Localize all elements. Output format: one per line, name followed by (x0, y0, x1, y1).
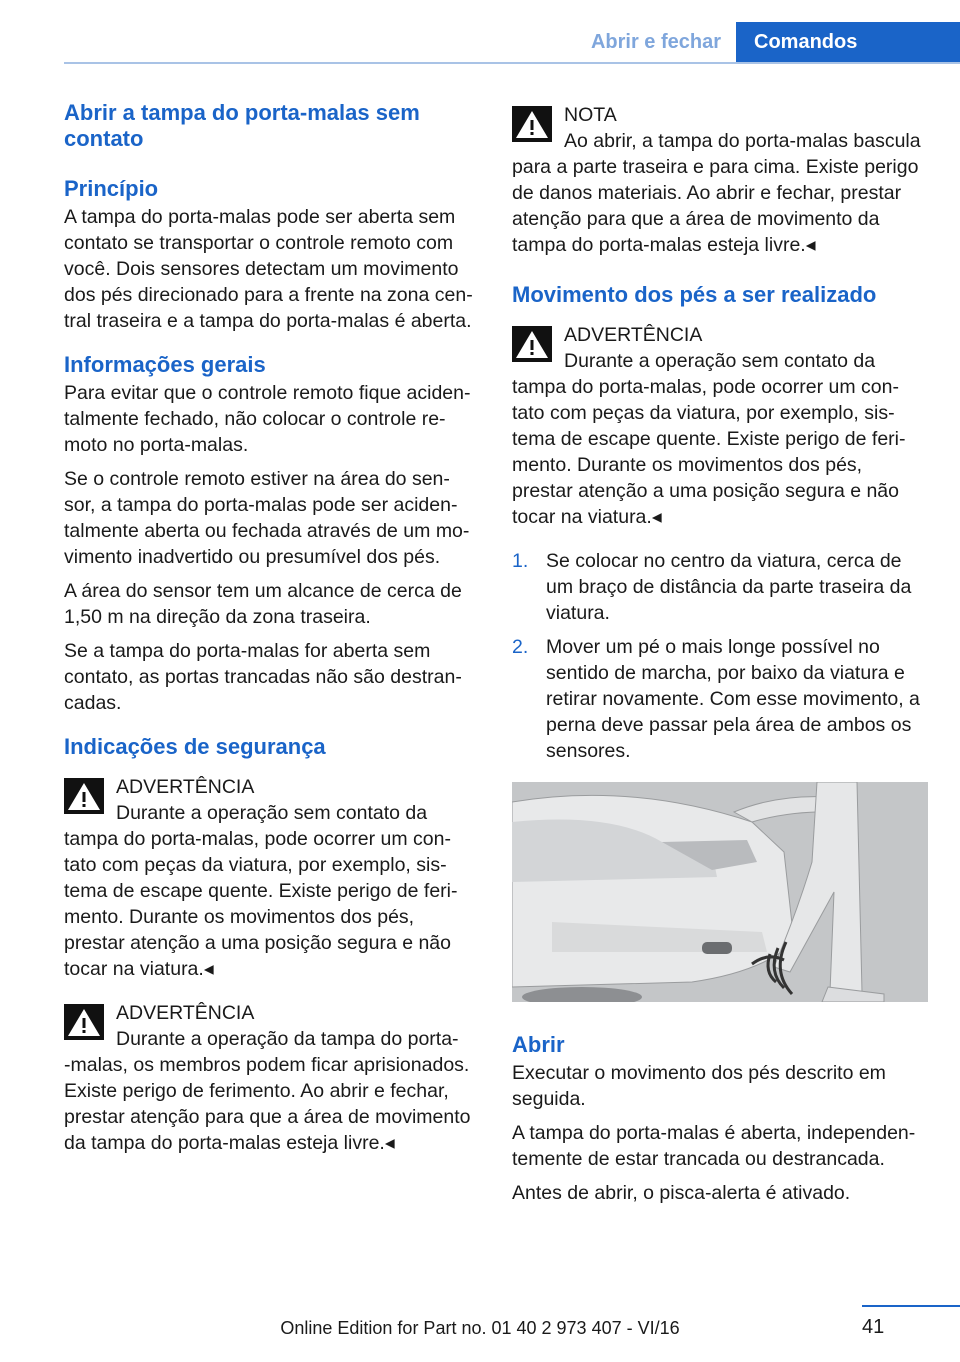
info-paragraph-3: A área do sensor tem um alcance de cerca de 1,50 m na direção da zona traseira. (64, 580, 462, 628)
warning-text: tampa do porta-malas, pode ocorrer um con- tato com peças da viatura, por exemplo, sis- tema de escape quente. Existe perigo de feri- mento. Durante os movimentos dos pés, prestar atenção a uma posição segura e não tocar na viatura.◂ (64, 828, 458, 980)
warning-triangle-icon (512, 326, 552, 362)
heading-abrir: Abrir (512, 1032, 565, 1057)
steps-list (512, 548, 928, 764)
section-title: Abrir a tampa do porta-malas sem contato (64, 100, 420, 151)
abrir-paragraph-1: Executar o movimento dos pés descrito em seguida. (512, 1062, 886, 1110)
abrir-paragraph-3: Antes de abrir, o pisca-alerta é ativado. (512, 1182, 851, 1204)
warning-triangle-icon (64, 778, 104, 814)
step-number: 1. (512, 550, 529, 572)
warning-first-line: Durante a operação da tampa do porta- (116, 1028, 459, 1050)
warning-block (512, 322, 928, 530)
warning-title: ADVERTÊNCIA (116, 1002, 255, 1024)
list-item (512, 634, 928, 764)
warning-title: ADVERTÊNCIA (564, 324, 703, 346)
left-column (64, 100, 480, 1156)
heading-informacoes-gerais: Informações gerais (64, 352, 266, 377)
warning-triangle-icon (64, 1004, 104, 1040)
abrir-paragraph-2: A tampa do porta-malas é aberta, independen- temente de estar trancada ou destrancada. (512, 1122, 916, 1170)
warning-block (64, 774, 480, 982)
header-rule (64, 62, 960, 64)
heading-indicacoes-seguranca: Indicações de segurança (64, 734, 326, 759)
note-block (512, 102, 928, 258)
step-text: Mover um pé o mais longe possível no sentido de marcha, por baixo da viatura e retirar novamente. Com esse movimento, a perna deve passar pela área de ambos os sensores. (546, 636, 920, 762)
footer-rule (862, 1305, 960, 1307)
step-text: Se colocar no centro da viatura, cerca de um braço de distância da parte traseira da viatura. (546, 550, 912, 624)
list-item (512, 548, 928, 626)
note-text: para a parte traseira e para cima. Existe perigo de danos materiais. Ao abrir e fechar, prestar atenção para que a área de movimento da tampa do porta-malas esteja livre.◂ (512, 156, 919, 256)
illustration-drawing (512, 782, 928, 1002)
warning-text: -malas, os membros podem ficar aprisionados. Existe perigo de ferimento. Ao abrir e fechar, prestar atenção para que a área de movimento da tampa do porta-malas esteja livre.◂ (64, 1054, 471, 1154)
tab-comandos[interactable]: Comandos (736, 22, 960, 62)
page-number: 41 (862, 1316, 885, 1338)
heading-principio: Princípio (64, 176, 159, 201)
note-first-line: Ao abrir, a tampa do porta-malas bascula (564, 130, 921, 152)
warning-triangle-icon (512, 106, 552, 142)
footer-edition: Online Edition for Part no. 01 40 2 973 407 - VI/16 (280, 1318, 680, 1338)
info-paragraph-2: Se o controle remoto estiver na área do sen- sor, a tampa do porta-malas pode ser aciden- talmente aberta ou fechada através de um mo- vimento inadvertido ou presumível dos pés. (64, 468, 470, 568)
info-paragraph-4: Se a tampa do porta-malas for aberta sem contato, as portas trancadas não são destran- cadas. (64, 640, 462, 714)
warning-first-line: Durante a operação sem contato da (564, 350, 876, 372)
info-paragraph-1: Para evitar que o controle remoto fique aciden- talmente fechado, não colocar o controle re- moto no porta-malas. (64, 382, 471, 456)
principio-text: A tampa do porta-malas pode ser aberta sem contato se transportar o controle remoto com você. Dois sensores detectam um movimento dos pés direcionado para a frente na zona cen- tral traseira e a tampa do porta-malas é aberta. (64, 206, 473, 332)
step-number: 2. (512, 636, 529, 658)
warning-title: ADVERTÊNCIA (116, 776, 255, 798)
warning-first-line: Durante a operação sem contato da (116, 802, 428, 824)
warning-block (64, 1000, 480, 1156)
right-column (512, 100, 928, 1214)
car-rear-foot-gesture-illustration (512, 782, 928, 1002)
heading-movimento-pes: Movimento dos pés a ser realizado (512, 282, 877, 307)
warning-text: tampa do porta-malas, pode ocorrer um con- tato com peças da viatura, por exemplo, sis- tema de escape quente. Existe perigo de feri- mento. Durante os movimentos dos pés, prestar atenção a uma posição segura e não tocar na viatura.◂ (512, 376, 906, 528)
note-title: NOTA (564, 104, 617, 126)
tab-abrir-e-fechar[interactable]: Abrir e fechar (590, 30, 722, 53)
